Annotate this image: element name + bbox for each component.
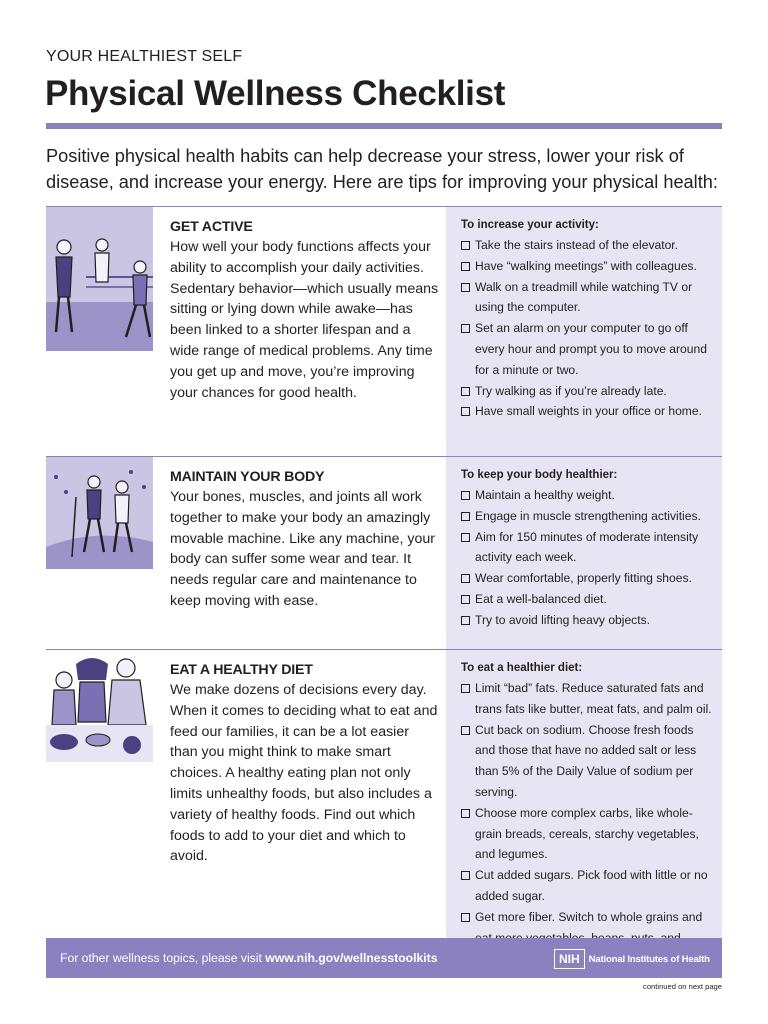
checkbox-icon[interactable] — [461, 324, 470, 333]
checklist-item[interactable]: Try to avoid lifting heavy objects. — [461, 610, 712, 631]
checklist-item[interactable]: Engage in muscle strengthening activities. — [461, 506, 712, 527]
section-healthy-diet — [46, 649, 722, 938]
footer-text: For other wellness topics, please visit www.nih.gov/wellnesstoolkits — [60, 951, 438, 965]
checkbox-icon[interactable] — [461, 491, 470, 500]
section-heading: MAINTAIN YOUR BODY — [170, 469, 325, 485]
checklist-item[interactable]: Have “walking meetings” with colleagues. — [461, 256, 712, 277]
family-cooking-illustration — [46, 650, 153, 762]
checklist-item[interactable]: Cut back on sodium. Choose fresh foods and those that have no added salt or less than 5% of the Daily Value of sodium per serving. — [461, 720, 712, 803]
checkbox-icon[interactable] — [461, 241, 470, 250]
checklist-item[interactable]: Get more fiber. Switch to whole grains and — [461, 907, 712, 969]
footer-bar — [46, 938, 722, 978]
section-body: Your bones, muscles, and joints all work together to make your body an amazingly movable machine. Like any machine, your body can suffer some wear and tear. It needs regular care and maintenance to keep moving with ease. — [170, 489, 435, 609]
checklist-item[interactable]: Walk on a treadmill while watching TV or using the computer. — [461, 277, 712, 319]
checkbox-icon[interactable] — [461, 283, 470, 292]
nih-logo — [554, 948, 710, 970]
tips-list — [461, 485, 712, 631]
checklist-item[interactable]: Wear comfortable, properly fitting shoes. — [461, 568, 712, 589]
checkbox-icon[interactable] — [461, 512, 470, 521]
section-maintain-body — [46, 456, 722, 649]
checklist-item[interactable]: Eat a well-balanced diet. — [461, 589, 712, 610]
checklist-item[interactable]: Try walking as if you’re already late. — [461, 381, 712, 402]
tips-list — [461, 678, 712, 969]
tips-panel — [446, 457, 722, 649]
checkbox-icon[interactable] — [461, 913, 470, 922]
tips-heading: To eat a healthier diet: — [461, 662, 583, 674]
checklist-item[interactable]: Cut added sugars. Pick food with little or no added sugar. — [461, 865, 712, 907]
title-rule — [46, 123, 722, 129]
checkbox-icon[interactable] — [461, 684, 470, 693]
checkbox-icon[interactable] — [461, 533, 470, 542]
wellness-toolkits-link[interactable]: www.nih.gov/wellnesstoolkits — [265, 951, 438, 965]
checkbox-icon[interactable] — [461, 616, 470, 625]
checkbox-icon[interactable] — [461, 387, 470, 396]
tips-panel — [446, 207, 722, 456]
checklist-item[interactable]: Set an alarm on your computer to go off every hour and prompt you to move around for a minute or two. — [461, 318, 712, 380]
checklist-item[interactable]: Choose more complex carbs, like whole-grain breads, cereals, starchy vegetables, and legumes. — [461, 803, 712, 865]
page-title: Physical Wellness Checklist — [45, 74, 506, 113]
tips-list — [461, 235, 712, 422]
checkbox-icon[interactable] — [461, 595, 470, 604]
checkbox-icon[interactable] — [461, 871, 470, 880]
checkbox-icon[interactable] — [461, 574, 470, 583]
tips-heading: To keep your body healthier: — [461, 469, 618, 481]
hiking-people-illustration — [46, 457, 153, 569]
checklist-item[interactable]: Aim for 150 minutes of moderate intensity activity each week. — [461, 527, 712, 569]
checkbox-icon[interactable] — [461, 809, 470, 818]
checklist-item[interactable]: Maintain a healthy weight. — [461, 485, 712, 506]
checkbox-icon[interactable] — [461, 726, 470, 735]
nih-logo-mark: NIH — [554, 949, 585, 969]
checklist-item[interactable]: Limit “bad” fats. Reduce saturated fats and trans fats like butter, meat fats, and palm oil. — [461, 678, 712, 720]
intro-paragraph: Positive physical health habits can help decrease your stress, lower your risk of disease, and increase your energy. Here are tips for improving your physical health: — [46, 146, 718, 192]
checklist-item[interactable]: Take the stairs instead of the elevator. — [461, 235, 712, 256]
checklist-item[interactable]: Have small weights in your office or home. — [461, 401, 712, 422]
eyebrow: YOUR HEALTHIEST SELF — [46, 48, 243, 65]
tips-heading: To increase your activity: — [461, 219, 599, 231]
checkbox-icon[interactable] — [461, 262, 470, 271]
section-body: We make dozens of decisions every day. When it comes to deciding what to eat and feed our families, it can be a lot easier than you might think to make smart choices. A healthy eating plan not only limits unhealthy foods, but also includes a variety of healthy foods. Find out which foods to add to your diet and which to avoid. — [170, 682, 438, 865]
section-heading: GET ACTIVE — [170, 219, 253, 235]
section-heading: EAT A HEALTHY DIET — [170, 662, 313, 678]
continued-note: continued on next page — [643, 982, 722, 991]
tips-panel — [446, 650, 722, 938]
checkbox-icon[interactable] — [461, 407, 470, 416]
walking-people-illustration — [46, 207, 153, 351]
section-get-active — [46, 206, 722, 456]
nih-logo-name: National Institutes of Health — [588, 953, 710, 965]
section-body: How well your body functions affects your ability to accomplish your daily activities. Sedentary behavior—which usually means sitting or lying down while awake—has been linked to a shorter lifespan and a wide range of medical problems. Any time you get up and move, you’re improving your chances for good health. — [170, 239, 439, 401]
